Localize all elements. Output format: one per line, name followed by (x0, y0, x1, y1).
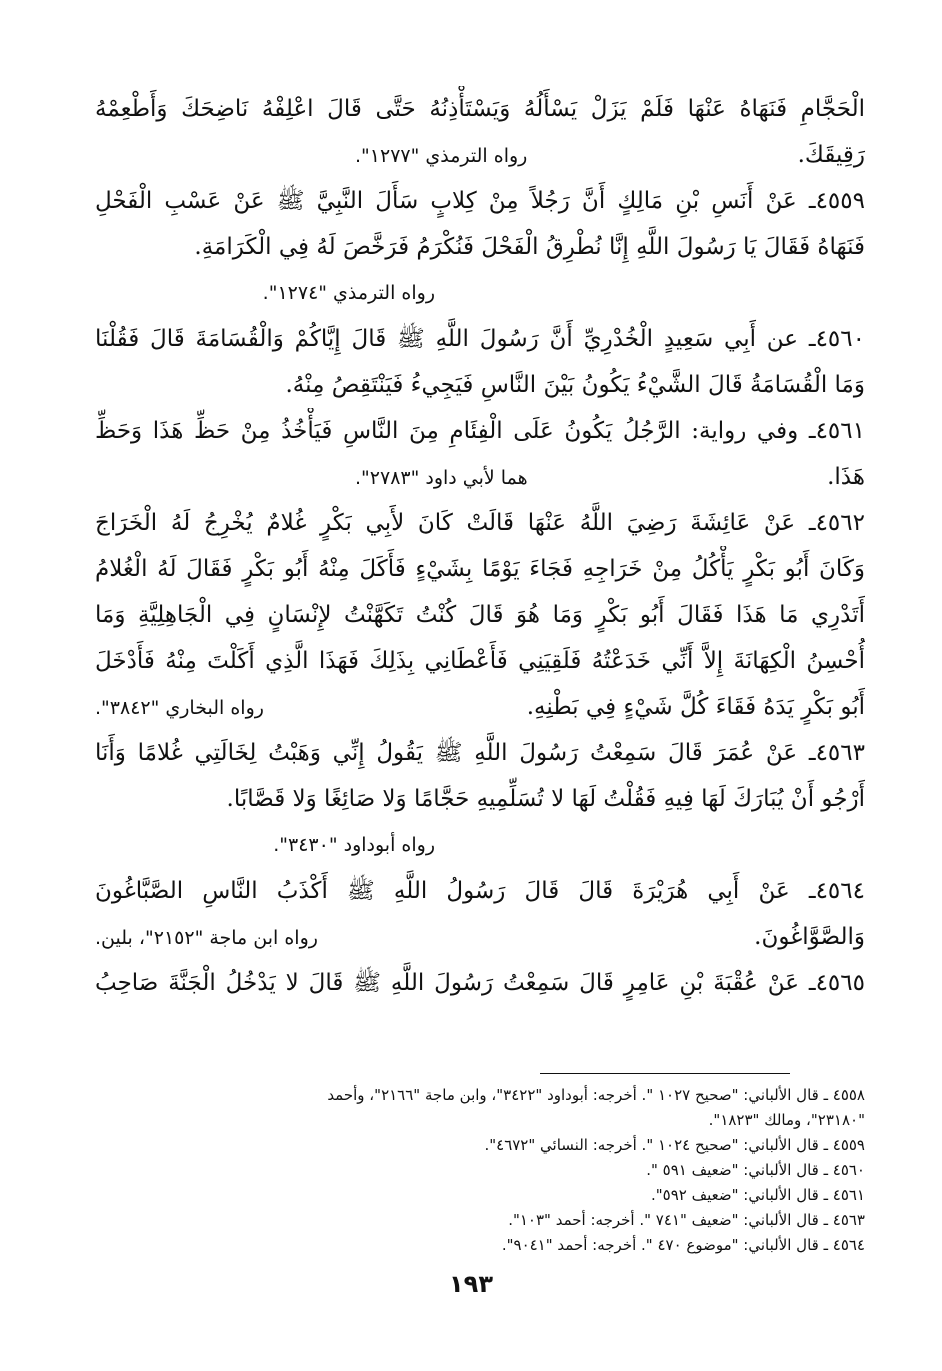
narration-source: رواه أبوداود "٣٤٣٠". (273, 834, 435, 856)
text-line: أَبُو بَكْرٍ يَدَهُ فَقَاءَ كُلَّ شَيْءٍ فِي بَطْنِهِ. (526, 694, 865, 720)
hadith-4563-line: ٤٥٦٣ـ عَنْ عُمَرَ قَالَ سَمِعْتُ رَسُولَ اللَّهِ ﷺ يَقُولُ إِنِّي وَهَبْتُ لِخَالَتِي غُلامًا وَأَنَا (95, 740, 865, 766)
footnote: ٤٥٦٣ ـ قال الألباني: "ضعيف "٧٤١ ". أخرجه: أحمد "١٠٣". (508, 1211, 865, 1229)
narration-source: رواه البخاري "٣٨٤٢". (95, 697, 264, 719)
text-line: الْحَجَّامِ فَنَهَاهُ عَنْهَا فَلَمْ يَزَلْ يَسْأَلُهُ وَيَسْتَأْذِنُهُ حَتَّى قَالَ اعْلِفْهُ نَاضِحَكَ وَأَطْعِمْهُ (95, 96, 865, 122)
hadith-4562-line: ٤٥٦٢ـ عَنْ عَائِشَةَ رَضِيَ اللَّهُ عَنْهَا قَالَتْ كَانَ لأَبِي بَكْرٍ غُلامٌ يُخْرِجُ لَهُ الْخَرَاجَ (95, 510, 865, 536)
hadith-4564-line: ٤٥٦٤ـ عَنْ أَبِي هُرَيْرَةَ قَالَ قَالَ رَسُولُ اللَّهِ ﷺ أَكْذَبُ النَّاسِ الصَّبَّاغُونَ (95, 878, 865, 904)
text-line: وَكَانَ أَبُو بَكْرٍ يَأْكُلُ مِنْ خَرَاجِهِ فَجَاءَ يَوْمًا بِشَيْءٍ فَأَكَلَ مِنْهُ أَبُو بَكْرٍ فَقَالَ لَهُ الْغُلامُ (95, 556, 865, 582)
footnote: ٤٥٦١ ـ قال الألباني: "ضعيف ٥٩٢". (651, 1186, 865, 1204)
text-line: أَتَدْرِي مَا هَذَا فَقَالَ أَبُو بَكْرٍ وَمَا هُوَ قَالَ كُنْتُ تَكَهَّنْتُ لإِنْسَانٍ فِي الْجَاهِلِيَّةِ وَمَا (95, 602, 865, 628)
footnote: "٢٣١٨٠"، ومالك "١٨٢٣". (708, 1111, 865, 1129)
text-line: وَالصَّوَّاغُونَ. (754, 924, 865, 950)
text-line: فَنَهَاهُ فَقَالَ يَا رَسُولَ اللَّهِ إِنَّا نُطْرِقُ الْفَحْلَ فَنُكْرَمُ فَرَخَّصَ لَهُ فِي الْكَرَامَةِ. (194, 234, 865, 260)
narration-source: هما لأبي داود "٢٧٨٣". (355, 467, 528, 489)
footnote: ٤٥٦٠ ـ قال الألباني: "ضعيف ٥٩١ ". (646, 1161, 865, 1179)
hadith-4560-line: ٤٥٦٠ـ عن أَبِي سَعِيدٍ الْخُدْرِيِّ أَنَّ رَسُولَ اللَّهِ ﷺ قَالَ إِيَّاكُمْ وَالْقُسَامَةَ قَالَ فَقُلْنَا (95, 326, 865, 352)
text-line-with-source (95, 454, 865, 500)
page-number: ١٩٣ (449, 1270, 493, 1298)
main-text (95, 86, 865, 1006)
text-line-with-source (95, 132, 865, 178)
text-line-with-source (95, 684, 865, 730)
footnote: ٤٥٥٨ ـ قال الألباني: "صحيح ١٠٢٧ ". أخرجه: أبوداود "٣٤٢٢"، وابن ماجة "٢١٦٦"، وأحمد (327, 1086, 865, 1104)
hadith-4559-line: ٤٥٥٩ـ عَنْ أَنَسِ بْنِ مَالِكٍ أَنَّ رَجُلاً مِنْ كِلابٍ سَأَلَ النَّبِيَّ ﷺ عَنْ عَسْبِ الْفَحْلِ (95, 188, 865, 214)
hadith-4561-line: ٤٥٦١ـ وفي رواية: الرَّجُلُ يَكُونُ عَلَى الْفِئَامِ مِنَ النَّاسِ فَيَأْخُذُ مِنْ حَظِّ هَذَا وَحَظِّ (95, 418, 865, 444)
narration-source: رواه الترمذي "١٢٧٧". (355, 145, 528, 167)
text-line: أَرْجُو أَنْ يُبَارَكَ لَهَا فِيهِ فَقُلْتُ لَهَا لا تُسَلِّمِيهِ حَجَّامًا وَلا صَائِغًا وَلا قَصَّابًا. (226, 786, 865, 812)
text-line: رَقِيقَكَ. (797, 142, 865, 168)
hadith-4565-line: ٤٥٦٥ـ عَنْ عُقْبَةَ بْنِ عَامِرٍ قَالَ سَمِعْتُ رَسُولَ اللَّهِ ﷺ قَالَ لا يَدْخُلُ الْجَنَّةَ صَاحِبُ (95, 970, 865, 996)
footnote-divider (540, 1073, 790, 1074)
text-line: أُحْسِنُ الْكِهَانَةَ إِلاَّ أَنِّي خَدَعْتُهُ فَلَقِيَنِي فَأَعْطَانِي بِذَلِكَ فَهَذَا الَّذِي أَكَلْتَ مِنْهُ فَأَدْخَلَ (95, 648, 865, 674)
footnotes (95, 1083, 865, 1258)
footnote: ٤٥٦٤ ـ قال الألباني: "موضوع ٤٧٠ ". أخرجه: أحمد "٩٠٤١". (501, 1236, 865, 1254)
narration-source: رواه ابن ماجة "٢١٥٢"، بلين. (95, 927, 318, 949)
text-line-with-source (95, 914, 865, 960)
text-line: هَذَا. (827, 464, 865, 490)
text-line: وَمَا الْقُسَامَةُ قَالَ الشَّيْءُ يَكُونُ بَيْنَ النَّاسِ فَيَجِيءُ فَيَنْتَقِصُ مِنْهُ. (285, 372, 865, 398)
footnote: ٤٥٥٩ ـ قال الألباني: "صحيح ١٠٢٤ ". أخرجه: النسائي "٤٦٧٢". (484, 1136, 865, 1154)
narration-source: رواه الترمذي "١٢٧٤". (262, 282, 435, 304)
